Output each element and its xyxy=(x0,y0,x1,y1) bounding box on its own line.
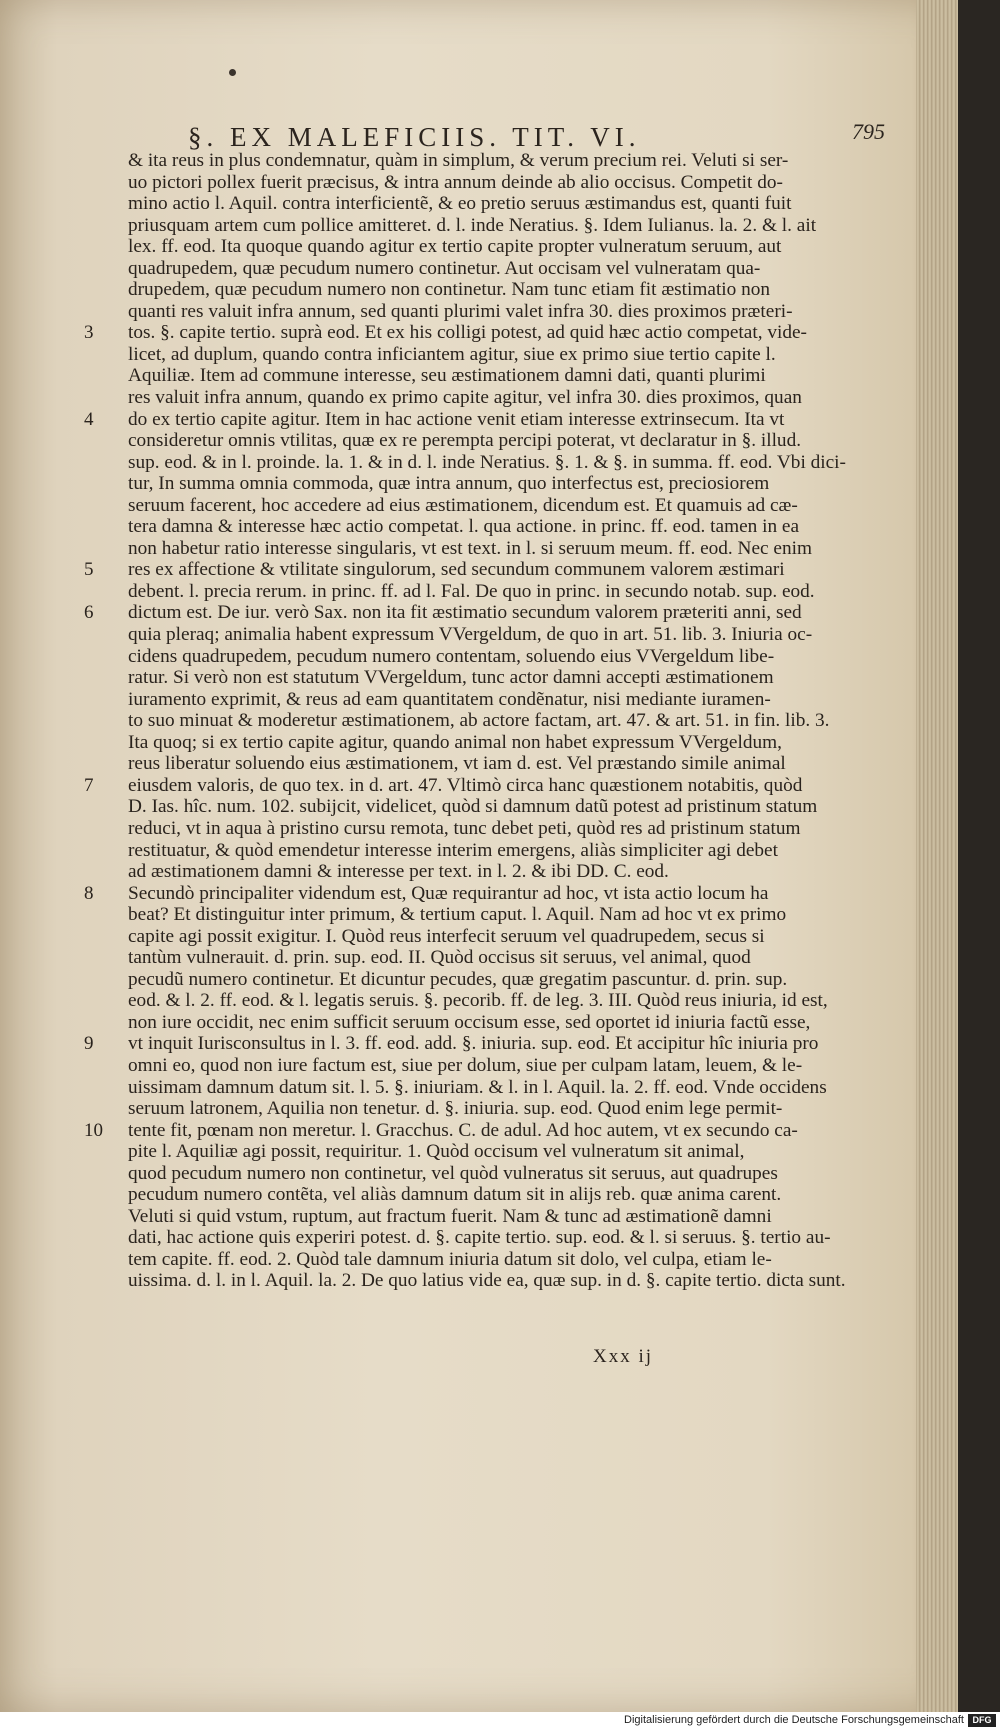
line-text: res ex affectione & vtilitate singulorum, sed secundum communem valorem æstimari xyxy=(128,559,785,581)
line-text: consideretur omnis vtilitas, quæ ex re perempta percipi poterat, vt declaratur in §. illud. xyxy=(128,430,802,452)
dfg-logo: DFG xyxy=(968,1714,996,1727)
line-text: tur, In summa omnia commoda, quæ intra annum, quo interfectus est, preciosiorem xyxy=(128,473,770,495)
line-text: Secundò principaliter videndum est, Quæ requirantur ad hoc, vt ista actio locum ha xyxy=(128,882,769,904)
text-line xyxy=(60,559,785,581)
text-line xyxy=(60,1033,819,1055)
margin-number: 4 xyxy=(84,408,94,430)
text-line xyxy=(60,1162,778,1185)
line-text: ad æstimationem damni & interesse per text. in l. 2. & ibi DD. C. eod. xyxy=(128,861,669,883)
ink-dot xyxy=(229,69,236,76)
line-text: to suo minuat & moderetur æstimationem, ab actore factam, art. 47. & art. 51. in fin. lib. 3. xyxy=(128,710,830,732)
text-line xyxy=(60,602,802,624)
text-line xyxy=(60,580,815,603)
line-text: iuramento exprimit, & reus ad eam quantitatem condẽnatur, nisi mediante iuramen- xyxy=(128,688,771,710)
text-line xyxy=(60,753,786,775)
text-line xyxy=(60,990,828,1012)
line-text: non habetur ratio interesse singularis, vt est text. in l. si seruum meum. ff. eod. Nec enim xyxy=(128,537,812,559)
line-text: reduci, vt in aqua à pristino cursu remota, tunc debet peti, quòd res ad pristinum statum xyxy=(128,817,801,839)
text-line xyxy=(60,731,782,754)
line-text: Ita quoq; si ex tertio capite agitur, quando animal non habet expressum VVergeldum, xyxy=(128,731,782,753)
text-line xyxy=(60,300,793,323)
text-line xyxy=(60,1205,772,1228)
text-line xyxy=(60,473,770,495)
margin-number: 9 xyxy=(84,1033,94,1055)
line-text: seruum facerent, hoc accedere ad eius æstimationem, dicendum est. Et quamuis ad cæ- xyxy=(128,494,798,516)
line-text: priusquam artem cum pollice amitteret. d. l. inde Neratius. §. Idem Iulianus. la. 2. & l. ait xyxy=(128,214,817,236)
text-line xyxy=(60,688,771,711)
line-text: res valuit infra annum, quando ex primo capite agitur, vel infra 30. dies proximos, quan xyxy=(128,387,802,409)
line-text: beat? Et distinguitur inter primum, & tertium caput. l. Aquil. Nam ad hoc vt ex primo xyxy=(128,904,787,926)
page-number: 795 xyxy=(852,119,885,144)
page-edge xyxy=(916,0,958,1712)
line-text: tos. §. capite tertio. suprà eod. Et ex his colligi potest, ad quid hæc actio competat, vide- xyxy=(128,322,807,344)
text-line xyxy=(60,1270,846,1292)
text-line xyxy=(60,322,807,344)
text-line xyxy=(60,171,783,194)
line-text: vt inquit Iurisconsultus in l. 3. ff. eod. add. §. iniuria. sup. eod. Et accipitur hîc iniuria pro xyxy=(128,1033,819,1055)
line-text: eod. & l. 2. ff. eod. & l. legatis seruis. §. pecorib. ff. de leg. 3. III. Quòd reus iniuria, id est, xyxy=(128,990,828,1012)
text-line xyxy=(60,279,771,301)
text-line xyxy=(60,710,830,732)
line-text: quod pecudum numero non continetur, vel quòd vulneratus sit seruus, aut quadrupes xyxy=(128,1162,778,1184)
line-text: uissimam damnum datum sit. l. 5. §. iniuriam. & l. in l. Aquil. la. 2. ff. eod. Vnde occidens xyxy=(128,1076,827,1098)
text-line xyxy=(60,774,803,797)
text-line xyxy=(60,645,775,668)
line-text: do ex tertio capite agitur. Item in hac actione venit etiam interesse extrinsecum. Ita vt xyxy=(128,408,785,430)
text-line xyxy=(60,968,788,991)
text-line xyxy=(60,1011,811,1034)
line-text: Aquiliæ. Item ad commune interesse, seu æstimationem damni dati, quanti plurimi xyxy=(128,365,766,387)
text-line xyxy=(60,667,774,689)
line-text: tente fit, pœnam non meretur. l. Gracchus. C. de adul. Ad hoc autem, vt ex secundo ca- xyxy=(128,1119,798,1141)
line-text: dictum est. De iur. verò Sax. non ita fit æstimatio secundum valorem præteriti anni, sed xyxy=(128,602,802,624)
line-text: debent. l. precia rerum. in princ. ff. ad l. Fal. De quo in princ. in secundo notab. sup. eod. xyxy=(128,580,815,602)
line-text: lex. ff. eod. Ita quoque quando agitur ex tertio capite propter vulneratum seruum, aut xyxy=(128,236,782,258)
line-text: drupedem, quæ pecudum numero non continetur. Nam tunc etiam fit æstimatio non xyxy=(128,279,771,301)
text-line xyxy=(60,796,818,818)
text-line xyxy=(60,925,765,948)
line-text: quia pleraq; animalia habent expressum VVergeldum, de quo in art. 51. lib. 3. Iniuria oc- xyxy=(128,624,813,646)
line-text: pecudũ numero continetur. Et dicuntur pecudes, quæ gregatim pascuntur. d. prin. sup. xyxy=(128,968,788,990)
line-text: reus liberatur soluendo eius æstimationem, vt iam d. est. Vel præstando simile animal xyxy=(128,753,786,775)
text-line xyxy=(60,1248,772,1271)
text-line xyxy=(60,408,785,431)
text-block xyxy=(60,150,846,1292)
line-text: uo pictori pollex fuerit præcisus, & intra annum deinde ab alio occisus. Competit do- xyxy=(128,171,783,193)
text-line xyxy=(60,1227,831,1249)
text-line xyxy=(60,494,798,517)
text-line xyxy=(60,150,789,172)
text-line xyxy=(60,904,787,926)
line-text: tem capite. ff. eod. 2. Quòd tale damnum iniuria datum sit dolo, vel culpa, etiam le- xyxy=(128,1248,772,1270)
margin-number: 6 xyxy=(84,602,94,624)
text-line xyxy=(60,451,846,474)
text-line xyxy=(60,257,761,280)
line-text: ratur. Si verò non est statutum VVergeldum, tunc actor damni accepti æstimationem xyxy=(128,667,774,689)
line-text: eiusdem valoris, de quo tex. in d. art. 47. Vltimò circa hanc quæstionem notabitis, quòd xyxy=(128,774,803,796)
line-text: pecudum numero contẽta, vel aliàs damnum datum sit in alijs reb. quæ anima carent. xyxy=(128,1184,782,1206)
text-line xyxy=(60,882,769,905)
margin-number: 7 xyxy=(84,774,94,796)
line-text: tantùm vulnerauit. d. prin. sup. eod. II. Quòd occisus sit seruus, vel animal, quod xyxy=(128,947,751,969)
text-line xyxy=(60,193,792,215)
text-line xyxy=(60,624,813,646)
line-text: cidens quadrupedem, pecudum numero contentam, soluendo eius VVergeldum libe- xyxy=(128,645,775,667)
line-text: Veluti si quid vstum, ruptum, aut fractum fuerit. Nam & tunc ad æstimationẽ damni xyxy=(128,1205,772,1227)
line-text: quanti res valuit infra annum, sed quanti plurimi valet infra 30. dies proximos præteri- xyxy=(128,300,793,322)
line-text: licet, ad duplum, quando contra inficiantem agitur, siue ex primo siue tertio capite l. xyxy=(128,343,776,365)
line-text: & ita reus in plus condemnatur, quàm in simplum, & verum precium rei. Veluti si ser- xyxy=(128,150,789,171)
text-line xyxy=(60,1119,798,1142)
margin-number: 5 xyxy=(84,559,94,581)
line-text: sup. eod. & in l. proinde. la. 1. & in d. l. inde Neratius. §. 1. & §. in summa. ff. eod. Vbi dici- xyxy=(128,451,846,473)
text-line xyxy=(60,861,750,883)
text-line xyxy=(60,236,782,258)
line-text: tera damna & interesse hæc actio competat. l. qua actione. in princ. ff. eod. tamen in ea xyxy=(128,516,800,538)
text-line xyxy=(60,516,800,538)
line-text: D. Ias. hîc. num. 102. subijcit, videlicet, quòd si damnum datũ potest ad pristinum statum xyxy=(128,796,818,818)
text-line xyxy=(60,214,817,237)
line-text: mino actio l. Aquil. contra interficientẽ, & eo pretio seruus æstimandus est, quanti fuit xyxy=(128,193,792,215)
line-text: restituatur, & quòd emendetur interesse interim emergens, aliàs simpliciter agi debet xyxy=(128,839,778,861)
margin-number: 8 xyxy=(84,882,94,904)
text-line xyxy=(60,839,778,862)
signature-mark: Xxx ij xyxy=(593,1346,654,1367)
text-line xyxy=(60,1184,782,1206)
text-line xyxy=(60,365,766,387)
line-text: dati, hac actione quis experiri potest. d. §. capite tertio. sup. eod. & l. si seruus. §. tertio au- xyxy=(128,1227,831,1249)
line-text: pite l. Aquiliæ agi possit, requiritur. 1. Quòd occisum vel vulneratum sit animal, xyxy=(128,1141,745,1163)
line-text: omni eo, quod non iure factum est, siue per dolum, siue per culpam latam, leuem, & le- xyxy=(128,1054,803,1076)
margin-number: 10 xyxy=(84,1119,103,1141)
margin-number: 3 xyxy=(84,322,94,344)
line-text: quadrupedem, quæ pecudum numero continetur. Aut occisam vel vulneratam qua- xyxy=(128,257,761,279)
text-line xyxy=(60,1076,827,1099)
text-line xyxy=(60,1054,803,1077)
line-text: seruum latronem, Aquilia non tenetur. d. §. iniuria. sup. eod. Quod enim lege permit- xyxy=(128,1098,783,1120)
text-line xyxy=(60,1141,750,1163)
running-head: §. EX MALEFICIIS. TIT. VI. xyxy=(188,122,641,152)
text-line xyxy=(60,1098,783,1120)
text-line xyxy=(60,343,776,366)
text-line xyxy=(60,537,812,560)
digitization-credit: Digitalisierung gefördert durch die Deutsche Forschungsgemeinschaft xyxy=(624,1714,964,1726)
text-line xyxy=(60,947,750,969)
text-line xyxy=(60,387,802,409)
text-line xyxy=(60,817,801,840)
line-text: uissima. d. l. in l. Aquil. la. 2. De quo latius vide ea, quæ sup. in d. §. capite tertio. dicta sunt. xyxy=(128,1270,846,1292)
footer-bar xyxy=(0,1712,1000,1729)
text-line xyxy=(60,430,802,452)
line-text: capite agi possit exigitur. I. Quòd reus interfecit seruum vel quadrupedem, secus si xyxy=(128,925,765,947)
line-text: non iure occidit, nec enim sufficit seruum occisum esse, sed oportet id iniuria factũ esse, xyxy=(128,1011,811,1033)
